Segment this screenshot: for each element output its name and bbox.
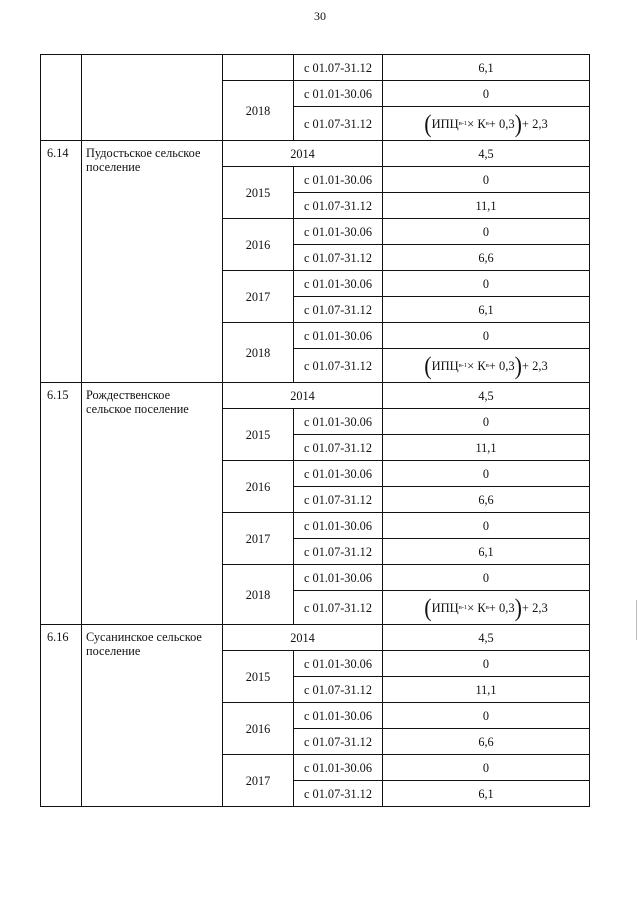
period-cell: с 01.01-30.06 [294, 409, 383, 435]
period-cell: с 01.01-30.06 [294, 565, 383, 591]
period-cell: с 01.01-30.06 [294, 271, 383, 297]
formula-sub: в [485, 603, 489, 611]
table-row [41, 625, 590, 651]
table-row [41, 141, 590, 167]
period-cell: с 01.07-31.12 [294, 591, 383, 625]
formula-times: × К [467, 600, 486, 615]
period-cell: с 01.01-30.06 [294, 167, 383, 193]
formula-main: ИПЦ [431, 116, 459, 131]
formula-sub: в-1 [458, 119, 468, 127]
formula-times: × К [467, 116, 486, 131]
settlement-name: Рождественское сельское поселение [82, 383, 223, 625]
formula-tail: + 0,3 [488, 358, 515, 373]
formula-tail: + 0,3 [488, 116, 515, 131]
period-cell: с 01.01-30.06 [294, 513, 383, 539]
period-cell: с 01.07-31.12 [294, 781, 383, 807]
value-cell: 4,5 [383, 141, 590, 167]
value-cell: 0 [383, 219, 590, 245]
period-cell: с 01.07-31.12 [294, 245, 383, 271]
value-cell: 0 [383, 461, 590, 487]
value-cell: 0 [383, 167, 590, 193]
value-cell: 0 [383, 755, 590, 781]
period-cell: с 01.01-30.06 [294, 703, 383, 729]
value-cell: 11,1 [383, 677, 590, 703]
formula [424, 592, 548, 622]
year-cell: 2017 [223, 271, 294, 323]
period-cell: с 01.07-31.12 [294, 487, 383, 513]
period-cell: с 01.01-30.06 [294, 219, 383, 245]
formula-sub: в [485, 119, 489, 127]
period-cell: с 01.01-30.06 [294, 323, 383, 349]
formula-sub: в-1 [458, 603, 468, 611]
year-cell: 2018 [223, 323, 294, 383]
base-year-cell: 2014 [223, 625, 383, 651]
value-cell: 4,5 [383, 383, 590, 409]
period-cell: с 01.01-30.06 [294, 651, 383, 677]
value-cell: 11,1 [383, 435, 590, 461]
formula-paren-open: ( [424, 350, 432, 380]
period-cell: с 01.07-31.12 [294, 297, 383, 323]
formula-paren-open: ( [424, 108, 432, 138]
section-number: 6.14 [41, 141, 82, 383]
value-cell: 0 [383, 651, 590, 677]
value-cell: 0 [383, 271, 590, 297]
period-cell: с 01.07-31.12 [294, 435, 383, 461]
value-cell [383, 107, 590, 141]
formula [424, 350, 548, 380]
tariff-table [40, 54, 590, 807]
value-cell: 11,1 [383, 193, 590, 219]
formula-paren-close: ) [514, 592, 522, 622]
page-number: 30 [314, 9, 326, 23]
formula-sub: в-1 [458, 361, 468, 369]
year-cell: 2016 [223, 219, 294, 271]
year-cell: 2015 [223, 651, 294, 703]
year-cell: 2017 [223, 513, 294, 565]
formula-suffix: + 2,3 [521, 116, 548, 131]
formula-tail: + 0,3 [488, 600, 515, 615]
value-cell: 6,6 [383, 487, 590, 513]
period-cell: с 01.07-31.12 [294, 539, 383, 565]
value-cell: 6,6 [383, 245, 590, 271]
period-cell: с 01.07-31.12 [294, 193, 383, 219]
value-cell: 0 [383, 409, 590, 435]
value-cell: 0 [383, 703, 590, 729]
name-cell [82, 55, 223, 141]
value-cell: 0 [383, 323, 590, 349]
value-cell: 0 [383, 513, 590, 539]
formula-paren-close: ) [514, 108, 522, 138]
year-cell: 2015 [223, 409, 294, 461]
formula-paren-open: ( [424, 592, 432, 622]
value-cell: 6,6 [383, 729, 590, 755]
period-cell: с 01.01-30.06 [294, 81, 383, 107]
year-cell [223, 55, 294, 81]
settlement-name: Пудостьское сельское поселение [82, 141, 223, 383]
base-year-cell: 2014 [223, 383, 383, 409]
formula-main: ИПЦ [431, 600, 459, 615]
year-cell: 2016 [223, 461, 294, 513]
section-number: 6.15 [41, 383, 82, 625]
period-cell: с 01.07-31.12 [294, 677, 383, 703]
year-cell: 2015 [223, 167, 294, 219]
formula-suffix: + 2,3 [521, 358, 548, 373]
year-cell: 2018 [223, 81, 294, 141]
value-cell: 4,5 [383, 625, 590, 651]
period-cell: с 01.01-30.06 [294, 461, 383, 487]
number-cell [41, 55, 82, 141]
period-cell: с 01.07-31.12 [294, 107, 383, 141]
year-cell: 2018 [223, 565, 294, 625]
period-cell: с 01.07-31.12 [294, 349, 383, 383]
formula-sub: в [485, 361, 489, 369]
period-cell: с 01.07-31.12 [294, 729, 383, 755]
formula [424, 108, 548, 138]
value-cell: 6,1 [383, 55, 590, 81]
formula-suffix: + 2,3 [521, 600, 548, 615]
formula-main: ИПЦ [431, 358, 459, 373]
value-cell: 6,1 [383, 297, 590, 323]
value-cell: 6,1 [383, 539, 590, 565]
settlement-name: Сусанинское сельское поселение [82, 625, 223, 807]
table-row [41, 55, 590, 81]
table-row [41, 383, 590, 409]
section-number: 6.16 [41, 625, 82, 807]
value-cell: 0 [383, 81, 590, 107]
period-cell: с 01.01-30.06 [294, 755, 383, 781]
formula-times: × К [467, 358, 486, 373]
base-year-cell: 2014 [223, 141, 383, 167]
value-cell [383, 591, 590, 625]
value-cell: 6,1 [383, 781, 590, 807]
formula-paren-close: ) [514, 350, 522, 380]
period-cell: с 01.07-31.12 [294, 55, 383, 81]
value-cell [383, 349, 590, 383]
value-cell: 0 [383, 565, 590, 591]
year-cell: 2016 [223, 703, 294, 755]
scan-edge-mark [636, 600, 637, 640]
year-cell: 2017 [223, 755, 294, 807]
table-body [41, 55, 590, 807]
